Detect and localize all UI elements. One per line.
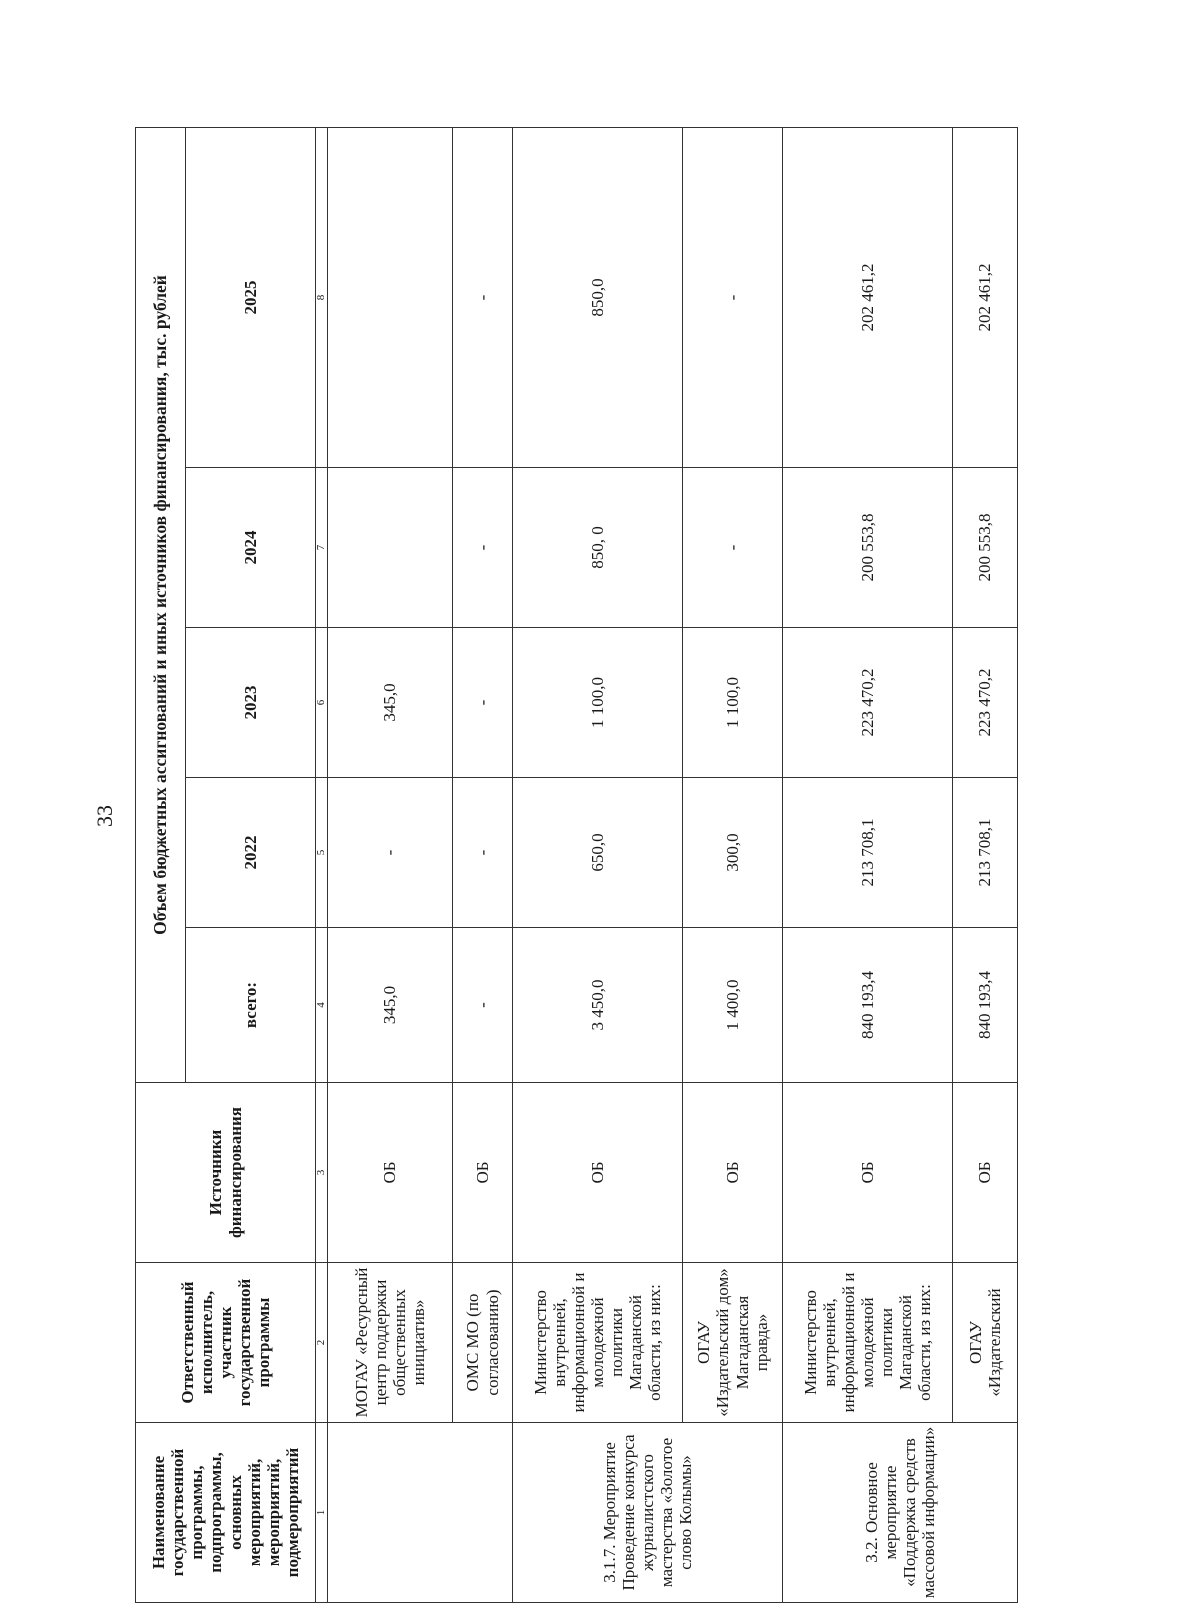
header-executor-column: Ответственный исполнитель, участник государственной программы — [136, 1263, 316, 1423]
table-row — [683, 127, 783, 1602]
row-total-cell: 840 193,4 — [953, 928, 1018, 1083]
header-source-column: Источники финансирования — [136, 1083, 316, 1263]
row-2023-cell: 345,0 — [328, 628, 453, 778]
row-2022-cell: 213 708,1 — [953, 778, 1018, 928]
row-2025-cell: 202 461,2 — [953, 127, 1018, 467]
column-number-row — [316, 127, 328, 1602]
row-2022-cell: 650,0 — [513, 778, 683, 928]
row-executor-cell: Министерство внутренней, информационной и молодежной политики Магаданской области, из них: — [513, 1263, 683, 1423]
column-number: 1 — [316, 1423, 328, 1603]
row-2023-cell: 1 100,0 — [683, 628, 783, 778]
header-funding-group: Объем бюджетных ассигнований и иных источников финансирования, тыс. рублей — [136, 127, 186, 1082]
row-total-cell: 345,0 — [328, 928, 453, 1083]
row-name-cell: 3.1.7. Мероприятие Проведение конкурса журналистского мастерства «Золотое слово Колымы» — [513, 1423, 783, 1603]
header-year-2024: 2024 — [186, 468, 316, 628]
row-2024-cell: - — [453, 468, 513, 628]
column-number: 7 — [316, 468, 328, 628]
row-2023-cell: 223 470,2 — [783, 628, 953, 778]
table-row — [953, 127, 1018, 1602]
rotated-table-container — [135, 128, 1015, 1603]
page-number: 33 — [92, 805, 117, 827]
table-row — [783, 127, 953, 1602]
row-total-cell: 3 450,0 — [513, 928, 683, 1083]
row-2023-cell: - — [453, 628, 513, 778]
row-source-cell: ОБ — [683, 1083, 783, 1263]
column-number: 8 — [316, 127, 328, 467]
row-2025-cell: 850,0 — [513, 127, 683, 467]
row-2025-cell: 202 461,2 — [783, 127, 953, 467]
row-total-cell: - — [453, 928, 513, 1083]
row-source-cell: ОБ — [328, 1083, 453, 1263]
header-total: всего: — [186, 928, 316, 1083]
row-2025-cell: - — [683, 127, 783, 467]
row-total-cell: 1 400,0 — [683, 928, 783, 1083]
row-executor-cell: ОГАУ «Издательский — [953, 1263, 1018, 1423]
column-number: 2 — [316, 1263, 328, 1423]
header-year-2022: 2022 — [186, 778, 316, 928]
row-2022-cell: - — [328, 778, 453, 928]
row-2022-cell: 300,0 — [683, 778, 783, 928]
row-2022-cell: - — [453, 778, 513, 928]
row-2023-cell: 223 470,2 — [953, 628, 1018, 778]
row-source-cell: ОБ — [453, 1083, 513, 1263]
row-2024-cell: 200 553,8 — [953, 468, 1018, 628]
column-number: 5 — [316, 778, 328, 928]
row-2023-cell: 1 100,0 — [513, 628, 683, 778]
column-number: 6 — [316, 628, 328, 778]
row-2024-cell: - — [683, 468, 783, 628]
row-name-cell — [328, 1423, 513, 1603]
header-year-2025: 2025 — [186, 127, 316, 467]
header-year-2023: 2023 — [186, 628, 316, 778]
row-executor-cell: МОГАУ «Ресурсный центр поддержки общественных инициатив» — [328, 1263, 453, 1423]
row-2024-cell — [328, 468, 453, 628]
row-executor-cell: ОГАУ «Издательский дом» Магаданская правда» — [683, 1263, 783, 1423]
row-source-cell: ОБ — [953, 1083, 1018, 1263]
row-2024-cell: 200 553,8 — [783, 468, 953, 628]
row-total-cell: 840 193,4 — [783, 928, 953, 1083]
table-row — [513, 127, 683, 1602]
table-row — [328, 127, 453, 1602]
row-2025-cell: - — [453, 127, 513, 467]
row-source-cell: ОБ — [783, 1083, 953, 1263]
column-number: 3 — [316, 1083, 328, 1263]
table-row — [453, 127, 513, 1602]
row-2024-cell: 850, 0 — [513, 468, 683, 628]
row-source-cell: ОБ — [513, 1083, 683, 1263]
header-name-column: Наименование государственной программы, подпрограммы, основных мероприятий, мероприятий, подмероприятий — [136, 1423, 316, 1603]
budget-table — [135, 127, 1018, 1603]
row-2025-cell — [328, 127, 453, 467]
row-executor-cell: Министерство внутренней, информационной и молодежной политики Магаданской области, из них: — [783, 1263, 953, 1423]
row-executor-cell: ОМС МО (по согласованию) — [453, 1263, 513, 1423]
column-number: 4 — [316, 928, 328, 1083]
row-name-cell: 3.2. Основное мероприятие «Поддержка средств массовой информации» — [783, 1423, 1018, 1603]
row-2022-cell: 213 708,1 — [783, 778, 953, 928]
